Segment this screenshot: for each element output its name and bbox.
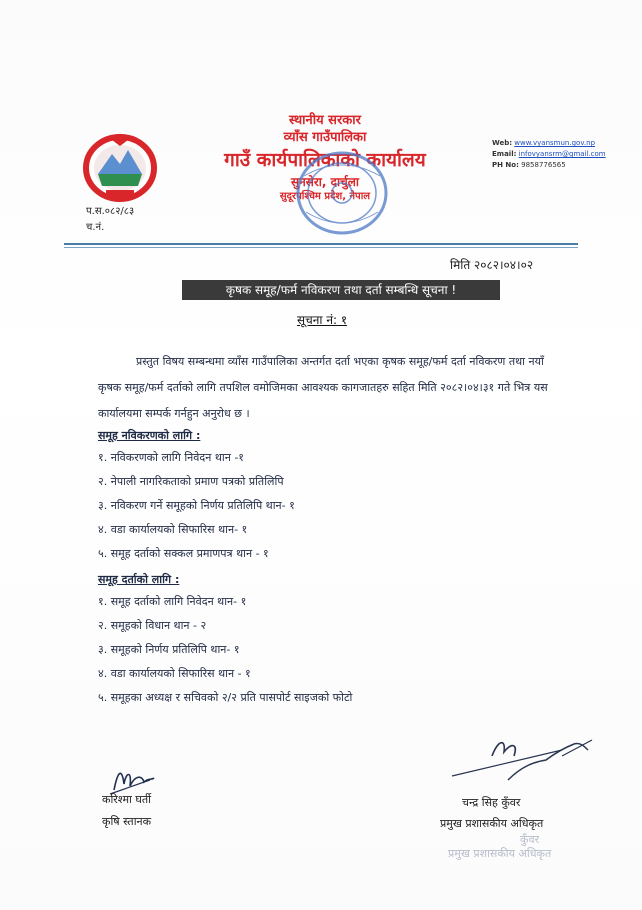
renewal-requirements-list [98,446,295,566]
renewal-heading: समूह नविकरणको लागि : [98,429,201,442]
list-item: ५. समूहका अध्यक्ष र सचिवको २/२ प्रति पासपोर्ट साइजको फोटो [98,691,353,704]
letterhead-province: सुदूरपश्चिम प्रदेश, नेपाल [279,191,371,202]
registration-requirements-list [98,590,352,710]
letterhead-office-title: गाउँ कार्यपालिकाको कार्यालय [224,149,426,171]
phone-label: PH No: [492,161,519,169]
notice-body: प्रस्तुत विषय सम्बन्धमा व्याँस गाउँपालिका अन्तर्गत दर्ता भएका कृषक समूह/फर्म दर्ता नविकरण तथा नयाँ कृषक समूह/फर्म दर्ताको लागि तपशिल वमोजिमका आवश्यक कागजातहरु सहित मिति २०८२।०४।३१ गते भित्र यस कार्यालयमा सम्पर्क गर्नहुन अनुरोध छ । [98,355,548,420]
right-signature-icon [442,726,602,796]
faded-stamp-title: प्रमुख प्रशासकीय अधिकृत [448,847,552,860]
header-divider [64,243,578,245]
letterhead-address: सुनसेरा, दार्चुला [291,175,359,189]
header-divider-thin [64,247,578,248]
faded-stamp-name: कुँवर [520,833,540,846]
nepal-emblem-icon [82,132,158,202]
website-label: Web: [492,139,513,147]
letterhead-line-1: स्थानीय सरकार [289,113,361,128]
phone-number: 9858776565 [521,161,566,169]
list-item: ५. समूह दर्ताको सक्कल प्रमाणपत्र थान - १ [98,547,269,560]
website-link[interactable]: www.vyansmun.gov.np [514,139,596,147]
list-item: ३. नविकरण गर्ने समूहको निर्णय प्रतिलिपि थान- १ [98,499,295,512]
list-item: ४. वडा कार्यालयको सिफारिस थान- १ [98,523,248,536]
letterhead-line-2: व्याँस गाउँपालिका [283,130,367,145]
list-item: १. समूह दर्ताको लागि निवेदन थान- १ [98,595,247,608]
right-signatory-name: चन्द्र सिह कुँवर [462,796,521,809]
email-label: Email: [492,150,517,158]
email-row [492,149,606,160]
list-item: ४. वडा कार्यालयको सिफारिस थान - १ [98,667,251,680]
website-row [492,138,606,149]
list-item: ३. समूहको निर्णय प्रतिलिपि थान- १ [98,643,240,656]
dispatch-number: च.नं. [86,222,105,233]
left-signatory-name: करिश्मा घर्ती [102,793,152,806]
notice-title: कृषक समूह/फर्म नविकरण तथा दर्ता सम्बन्धि सूचना ! [182,280,500,300]
list-item: २. नेपाली नागरिकताको प्रमाण पत्रको प्रतिलिपि [98,475,284,488]
email-link[interactable]: infovyansrm@gmail.com [518,150,606,158]
notice-date: मिति २०८२।०४।०२ [450,258,534,272]
notice-number: सूचना नं: १ [297,313,348,327]
list-item: २. समूहको विधान थान - २ [98,619,207,632]
registration-heading: समूह दर्ताको लागि : [98,573,180,586]
contact-block [492,138,606,171]
office-stamp-icon [292,146,392,240]
list-item: १. नविकरणको लागि निवेदन थान -१ [98,451,245,464]
left-signatory-title: कृषि स्तानक [102,815,152,828]
right-signatory-title: प्रमुख प्रशासकीय अधिकृत [440,817,544,830]
phone-row [492,160,606,171]
reference-number: प.स.०८२/८३ [86,206,135,217]
